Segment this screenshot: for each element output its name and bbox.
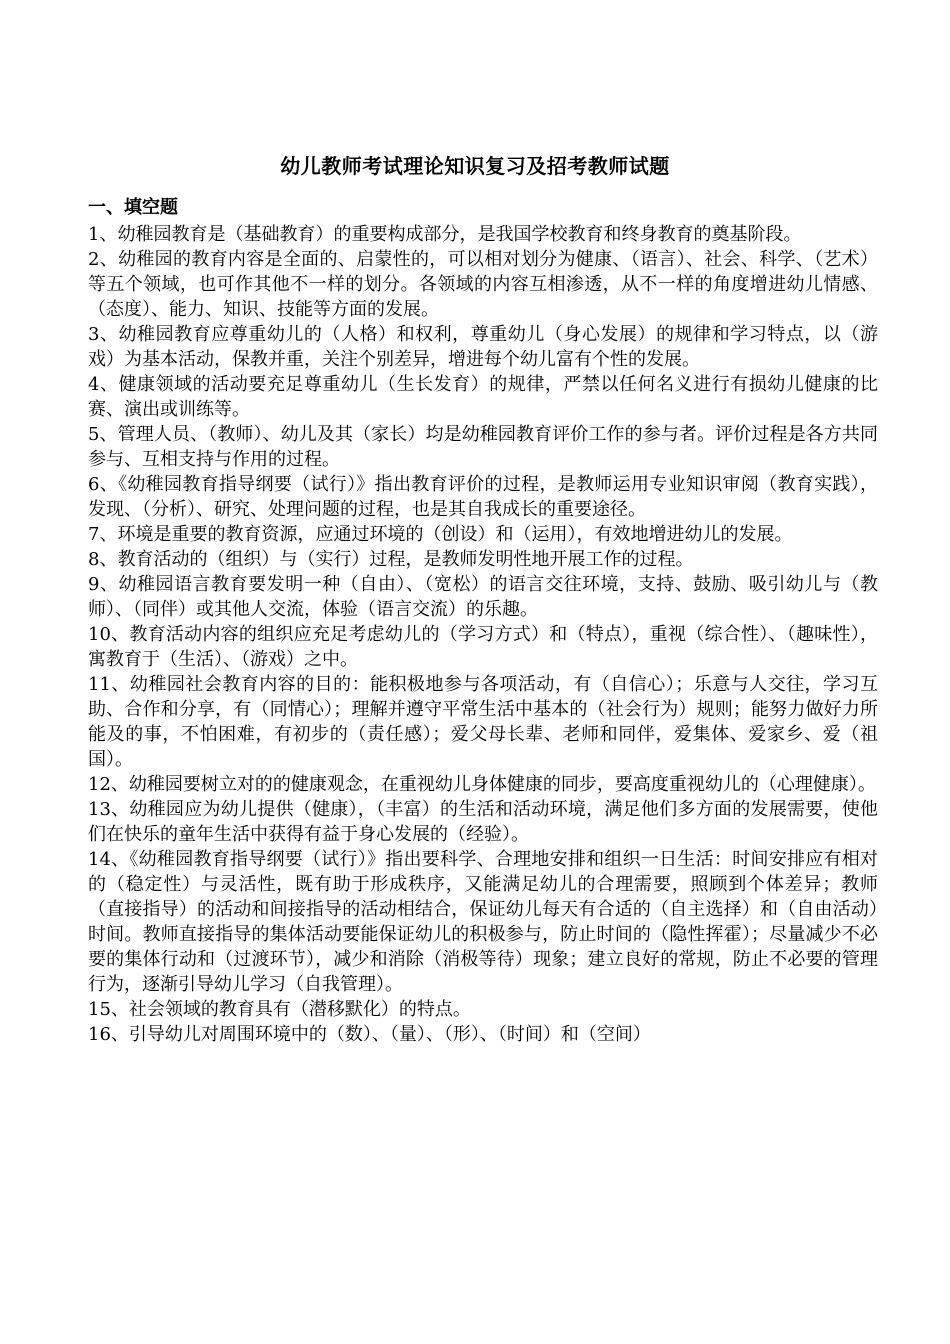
question-item-4: 4、健康领域的活动要充足尊重幼儿（生长发育）的规律，严禁以任何名义进行有损幼儿健康的比赛、演出或训练等。 [88, 374, 878, 420]
question-item-12: 12、幼稚园要树立对的的健康观念，在重视幼儿身体健康的同步，要高度重视幼儿的（心理健康）。 [88, 774, 876, 795]
question-item-15: 15、社会领域的教育具有（潜移默化）的特点。 [88, 999, 471, 1020]
question-list [88, 222, 878, 1047]
question-item-9: 9、幼稚园语言教育要发明一种（自由）、（宽松）的语言交往环境，支持、鼓励、吸引幼儿与（教师）、（同伴）或其他人交流，体验（语言交流）的乐趣。 [88, 574, 878, 620]
question-item-2: 2、幼稚园的教育内容是全面的、启蒙性的，可以相对划分为健康、（语言）、社会、科学、（艺术）等五个领域，也可作其他不一样的划分。各领域的内容互相渗透，从不一样的角度增进幼儿情感、（态度）、能力、知识、技能等方面的发展。 [88, 249, 878, 320]
section-heading: 一、填空题 [88, 197, 178, 218]
question-item-1: 1、幼稚园教育是（基础教育）的重要构成部分，是我国学校教育和终身教育的奠基阶段。 [88, 224, 802, 245]
document-title: 幼儿教师考试理论知识复习及招考教师试题 [280, 154, 670, 178]
question-item-7: 7、环境是重要的教育资源，应通过环境的（创设）和（运用），有效地增进幼儿的发展。 [88, 524, 793, 545]
question-item-10: 10、教育活动内容的组织应充足考虑幼儿的（学习方式）和（特点），重视（综合性）、（趣味性），寓教育于（生活）、（游戏）之中。 [88, 624, 878, 670]
question-item-11: 11、幼稚园社会教育内容的目的：能积极地参与各项活动，有（自信心）；乐意与人交往，学习互助、合作和分享，有（同情心）；理解并遵守平常生活中基本的（社会行为）规则；能努力做好力所能及的事，不怕困难，有初步的（责任感）；爱父母长辈、老师和同伴，爱集体、爱家乡、爱（祖国）。 [88, 674, 878, 770]
question-item-3: 3、幼稚园教育应尊重幼儿的（人格）和权利，尊重幼儿（身心发展）的规律和学习特点，以（游戏）为基本活动，保教并重，关注个别差异，增进每个幼儿富有个性的发展。 [88, 324, 878, 370]
question-item-8: 8、教育活动的（组织）与（实行）过程，是教师发明性地开展工作的过程。 [88, 549, 694, 570]
question-item-16: 16、引导幼儿对周围环境中的（数）、（量）、（形）、（时间）和（空间） [88, 1024, 651, 1045]
question-item-13: 13、幼稚园应为幼儿提供（健康），（丰富）的生活和活动环境，满足他们多方面的发展需要，使他们在快乐的童年生活中获得有益于身心发展的（经验）。 [88, 799, 878, 845]
question-item-6: 6、《幼稚园教育指导纲要（试行）》指出教育评价的过程，是教师运用专业知识审阅（教育实践），发现、（分析）、研究、处理问题的过程，也是其自我成长的重要途径。 [88, 474, 878, 520]
question-item-14: 14、《幼稚园教育指导纲要（试行）》指出要科学、合理地安排和组织一日生活：时间安排应有相对的（稳定性）与灵活性，既有助于形成秩序，又能满足幼儿的合理需要，照顾到个体差异；教师（直接指导）的活动和间接指导的活动相结合，保证幼儿每天有合适的（自主选择）和（自由活动）时间。教师直接指导的集体活动要能保证幼儿的积极参与，防止时间的（隐性挥霍）；尽量减少不必要的集体行动和（过渡环节），减少和消除（消极等待）现象；建立良好的常规，防止不必要的管理行为，逐渐引导幼儿学习（自我管理）。 [88, 849, 878, 995]
question-item-5: 5、管理人员、（教师）、幼儿及其（家长）均是幼稚园教育评价工作的参与者。评价过程是各方共同参与、互相支持与作用的过程。 [88, 424, 878, 470]
